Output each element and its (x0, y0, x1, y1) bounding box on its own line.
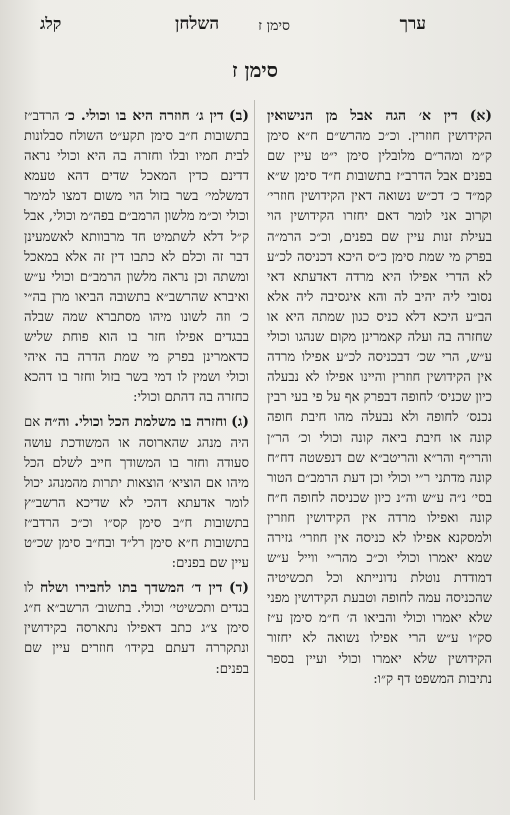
column-divider (254, 100, 255, 800)
seif-label: (ב) (229, 108, 249, 124)
header-siman: סימן ז (258, 18, 290, 34)
seif-paragraph (24, 106, 249, 408)
left-column (24, 106, 249, 684)
seif-heading: וחזרה בו משלמת הכל וכולי. וה״ה (44, 414, 227, 431)
seif-text: הקידושין חוזרין. וכ״כ מהרש״ם ח״א סימן ק״מ ומהר״ם מלובלין סימן י״ט עיין שם בפנים אבל הדרב״ז בתשובות ח״ד סימן ש״א קמ״ד כ׳ דכ״ש נשואה דאין הקידושין חוזרי׳ וקרוב אני לומר דאם יחזרו הקידושין הוי בעילת זנות עיין שם בפנים, וכ״כ הרמ״ה בפרק מי שמת סימן כ״ס היכא דכניסה לכ״ע לא הדרי אפילו היא מרדה דאדעתא דאי נסובי ליה יהיב לה והא איגסיבה ליה אלא הב״ע היכא דלא כניס כגון שמתה היא או שחזרה בה ועלה קאמרינן מקום שנהגו וכולי ע״ש, הרי שכ׳ דבכניסה לכ״ע אפילו מרדה אין הקידושין חוזרין והיינו אפילו לא נבעלה כיון שכניס׳ לחופה דבפרק אף על פי בעי רבין נכנס׳ לחופה ולא נבעלה מהו חיבת חופה קונה או חיבת ביאה קונה וכולי וכ׳ הר״ן והרי״ף והר״א והריטב״א שם דנפשטה דח״ח קונה מדתני ר״י וכולי וכן דעת הרמב״ם הטור בסי׳ נ״ה ע״ש וה״נ כיון שכניסה לחופה ח״ח קונה ואפילו מרדה אין הקידושין חוזרין ולמסקנא אפילו לא כניסה אין חוזרי׳ גזירה שמא יאמרו וכולי וכ״כ מהר״י ווייל ע״ש דמודדת נוטלת נדונייתא וכל תכשיטיה שהכניסה עמה לחופה וטבעת הקידושין מפני שלא יאמרו וכולי והביאו ה׳ ח״מ סימן ע״ז סק״ו ע״ש הרי אפילו נשואה לא יחזור הקידושין שלא יאמרו וכולי ועיין בספר נתיבות המשפט דף ק״ו: (267, 129, 492, 687)
seif-text: הרדב״ז בתשובות ח״ב סימן תקע״ט השולח סבלונות לבית חמיו ובלו וחזרה בה היא וכולי נראה דדינם כדין המאכל שדים דהא טעמא דמשלמי׳ בשר בזול הוי משום דמצו למימר וכולי וכ״מ מלשון הרמב״ם בפה״מ וכולי, אבל ק״ל דלא לשתמיט חד מרבוותא לאשמעינן דבר זה וכלם לא כתבו דין זה אלא במאכל ומשתה וכן נראה מלשון הרמב״ם וכולי ע״ש ואיברא שהרשב״א בתשובה הביאו מרן בה״י כ׳ וזה לשונו מיהו מסתברא שמה שבלה בבגדים אפילו חזר בו הוא פוחת שליש כדאמרינן בפרק מי שמת הדרה בה איהי וכולי ושמין לו דמי בשר בזול וחזר בו דהכא כחזרה בה דהתם וכולי: (24, 109, 249, 406)
seif-label: (ד) (229, 580, 249, 597)
seif-heading: דין ד׳ המשדך בתו לחבירו ושלח (40, 580, 223, 597)
seif-heading: דין א׳ הגה אבל מן הנישואין (267, 108, 458, 124)
seif-label: (ג) (231, 414, 249, 431)
siman-heading: סימן ז (231, 58, 279, 82)
page-number: קלג (40, 14, 62, 33)
seif-heading: דין ג׳ חוזרה היא בו וכולי. כ׳ (64, 108, 224, 124)
seif-paragraph (24, 578, 249, 679)
seif-text: אם היה מנהג שהארוסה או המשודכת עושה סעודה וחזר בו המשודך חייב לשלם הכל מיהו אם הוציא׳ הוצאות יתרות מהמנהג יכול לומר אדעתא דהכי לא שדיכא הרשב״ץ בתשובות ח״ב סימן קס״ו וכ״כ הרדב״ז בתשובות ח״א סימן רל״ד ובח״ב סימן שכ״ט עיין שם בפנים: (24, 415, 249, 572)
right-column (267, 106, 492, 694)
seif-paragraph (267, 106, 492, 690)
seif-text: לו בגדים ותכשיטי׳ וכולי. בתשוב׳ הרשב״א ח״ג סימן צ״ג כתב דאפילו נתארסה בקידושין ונתקררה דעתם בקידו׳ חוזרים עיין שם בפנים: (24, 581, 249, 677)
header-title-left: השלחן (175, 14, 220, 34)
running-header (0, 6, 510, 46)
seif-label: (א) (469, 108, 492, 124)
seif-paragraph (24, 412, 249, 574)
header-title-right: ערך (399, 14, 426, 34)
